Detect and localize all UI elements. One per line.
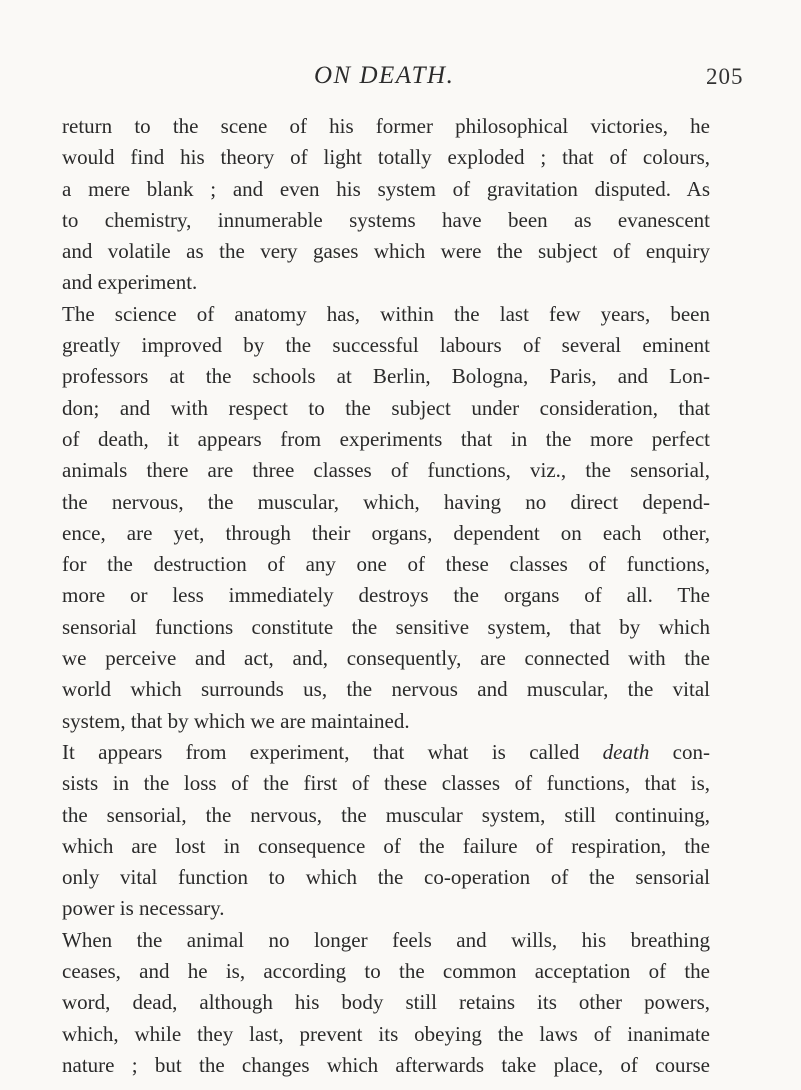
text-line: sists in the loss of the first of these classes of functions, that is,	[62, 771, 710, 796]
text-line: ence, are yet, through their organs, dependent on each other,	[62, 520, 710, 545]
text-line: more or less immediately destroys the organs of all. The	[62, 583, 710, 608]
text-line: sensorial functions constitute the sensitive system, that by which	[62, 614, 710, 639]
text-line: word, dead, although his body still retains its other powers,	[62, 990, 710, 1015]
text-line: the nervous, the muscular, which, having no direct depend-	[62, 489, 710, 514]
text-line: only vital function to which the co-operation of the sensorial	[62, 865, 710, 890]
text-line: don; and with respect to the subject under consideration, that	[62, 395, 710, 420]
emphasized-word: death	[602, 739, 650, 764]
text-line: The science of anatomy has, within the last few years, been	[62, 301, 710, 326]
text-line: and volatile as the very gases which were the subject of enquiry	[62, 239, 710, 264]
text-line: professors at the schools at Berlin, Bologna, Paris, and Lon-	[62, 364, 710, 389]
text-line: power is necessary.	[62, 896, 225, 921]
running-title: ON DEATH.	[314, 62, 455, 89]
text-line: which, while they last, prevent its obeying the laws of inanimate	[62, 1021, 710, 1046]
text-line: world which surrounds us, the nervous and muscular, the vital	[62, 677, 710, 702]
running-head	[0, 62, 801, 98]
body-text	[62, 111, 710, 1081]
text-line: the sensorial, the nervous, the muscular system, still continuing,	[62, 802, 710, 827]
text-line-with-emphasis	[62, 737, 710, 768]
text-line: a mere blank ; and even his system of gravitation disputed. As	[62, 176, 710, 201]
page-number: 205	[706, 64, 744, 89]
text-line: greatly improved by the successful labours of several eminent	[62, 333, 710, 358]
text-line: animals there are three classes of functions, viz., the sensorial,	[62, 458, 710, 483]
text-line: ceases, and he is, according to the common acceptation of the	[62, 959, 710, 984]
text-segment: It appears from experiment, that what is called	[62, 739, 580, 764]
text-line: When the animal no longer feels and wills, his breathing	[62, 927, 710, 952]
text-line: of death, it appears from experiments that in the more perfect	[62, 426, 710, 451]
text-line: would find his theory of light totally exploded ; that of colours,	[62, 145, 710, 170]
text-segment: con-	[672, 739, 710, 764]
text-line: to chemistry, innumerable systems have been as evanescent	[62, 207, 710, 232]
text-line: we perceive and act, and, consequently, are connected with the	[62, 646, 710, 671]
text-line: for the destruction of any one of these classes of functions,	[62, 552, 710, 577]
text-line: nature ; but the changes which afterwards take place, of course	[62, 1052, 710, 1077]
text-line: return to the scene of his former philosophical victories, he	[62, 114, 710, 138]
text-line: which are lost in consequence of the failure of respiration, the	[62, 833, 710, 858]
text-line: and experiment.	[62, 270, 198, 295]
text-line: system, that by which we are maintained.	[62, 708, 410, 733]
